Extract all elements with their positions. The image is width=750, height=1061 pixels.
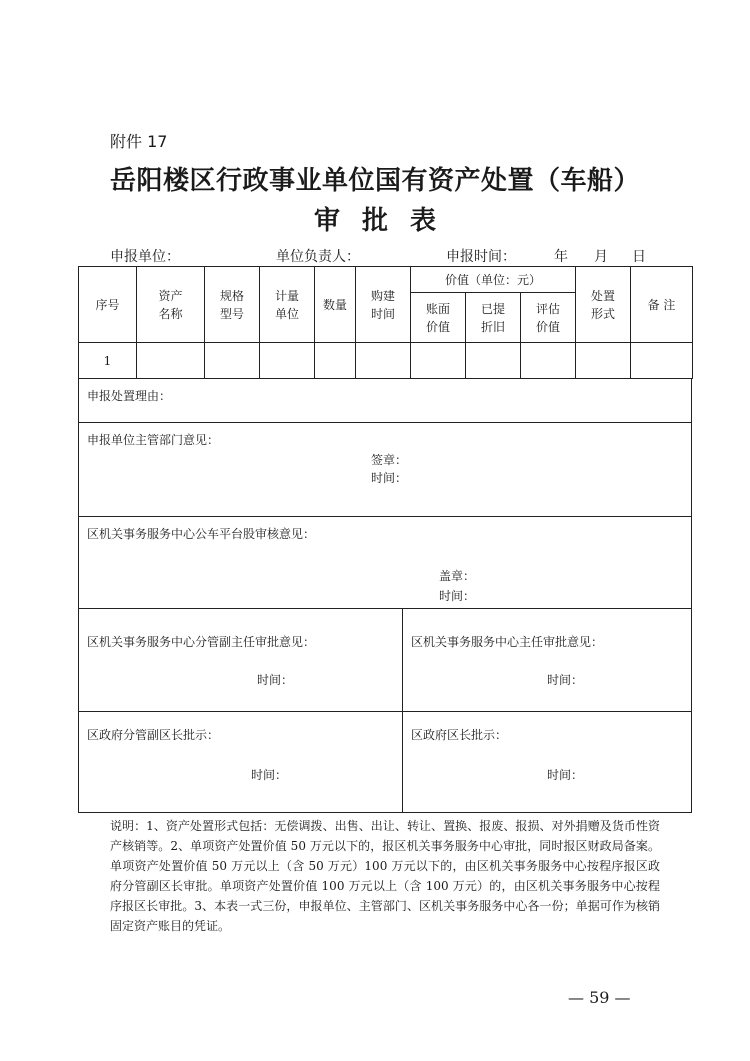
director-label: 区机关事务服务中心主任审批意见： [411, 635, 604, 649]
row1-depreciation[interactable] [466, 343, 521, 379]
reason-label: 申报处置理由： [87, 389, 172, 403]
declare-unit-label: 申报单位： [110, 249, 180, 265]
page-number: — 59 — [568, 988, 631, 1007]
row1-seq: 1 [79, 343, 137, 379]
day-label: 日 [632, 249, 646, 265]
platform-time-label: 时间： [439, 589, 476, 603]
platform-review-label: 区机关事务服务中心公车平台股审核意见： [87, 527, 316, 541]
row1-remark[interactable] [631, 343, 693, 379]
dept-opinion-section[interactable] [78, 422, 692, 517]
deputy-mayor-section[interactable] [78, 711, 403, 813]
row1-spec[interactable] [205, 343, 260, 379]
dept-sign-label: 签章： [371, 453, 408, 467]
header-method: 处置 形式 [576, 267, 631, 343]
header-value-group: 价值（单位：元） [411, 267, 576, 293]
mayor-section[interactable] [402, 711, 692, 813]
header-spec: 规格 型号 [205, 267, 260, 343]
reason-section[interactable] [78, 378, 692, 423]
header-depreciation: 已提 折旧 [466, 293, 521, 343]
header-seq: 序号 [79, 267, 137, 343]
row1-method[interactable] [576, 343, 631, 379]
attachment-label: 附件 17 [110, 132, 168, 151]
deputy-director-time-label: 时间： [257, 673, 294, 687]
form-title: 岳阳楼区行政事业单位国有资产处置（车船） [109, 166, 640, 196]
deputy-director-label: 区机关事务服务中心分管副主任审批意见： [87, 635, 316, 649]
header-eval-value: 评估 价值 [521, 293, 576, 343]
mayor-time-label: 时间： [547, 768, 584, 782]
header-remark: 备 注 [631, 267, 693, 343]
header-unit: 计量 单位 [260, 267, 315, 343]
deputy-director-section[interactable] [78, 608, 403, 712]
mayor-label: 区政府区长批示： [411, 728, 508, 742]
dept-opinion-label: 申报单位主管部门意见： [87, 433, 220, 447]
row1-build-time[interactable] [356, 343, 411, 379]
dept-time-label: 时间： [371, 471, 408, 485]
deputy-mayor-label: 区政府分管副区长批示： [87, 728, 220, 742]
unit-head-label: 单位负责人： [276, 249, 360, 265]
asset-table [78, 266, 693, 379]
director-time-label: 时间： [547, 673, 584, 687]
header-build-time: 购建 时间 [356, 267, 411, 343]
row1-eval-value[interactable] [521, 343, 576, 379]
row1-unit[interactable] [260, 343, 315, 379]
director-section[interactable] [402, 608, 692, 712]
year-label: 年 [554, 249, 568, 265]
row1-book-value[interactable] [411, 343, 466, 379]
declare-time-label: 申报时间： [446, 249, 516, 265]
row1-asset-name[interactable] [137, 343, 205, 379]
month-label: 月 [594, 249, 608, 265]
form-subtitle: 审批表 [313, 206, 458, 236]
explanation-note: 说明：1、资产处置形式包括：无偿调拨、出售、出让、转让、置换、报废、报损、对外捐赠及货币性资产核销等。2、单项资产处置价值 50 万元以下的，报区机关事务服务中心审批，同时报区财政局备案。单项资产处置价值 50 万元以上（含 50 万元）100 万元以下的，由区机关事务服务中心按程序报区政府分管副区长审批。单项资产处置价值 100 万元以上（含 100 万元）的，由区机关事务服务中心按程序报区长审批。3、本表一式三份，申报单位、主管部门、区机关事务服务中心各一份；单据可作为核销固定资产账目的凭证。 [110, 819, 660, 933]
header-asset-name: 资产 名称 [137, 267, 205, 343]
header-book-value: 账面 价值 [411, 293, 466, 343]
deputy-mayor-time-label: 时间： [251, 768, 288, 782]
row1-qty[interactable] [315, 343, 356, 379]
platform-seal-label: 盖章： [439, 569, 476, 583]
platform-review-section[interactable] [78, 516, 692, 609]
header-qty: 数量 [315, 267, 356, 343]
